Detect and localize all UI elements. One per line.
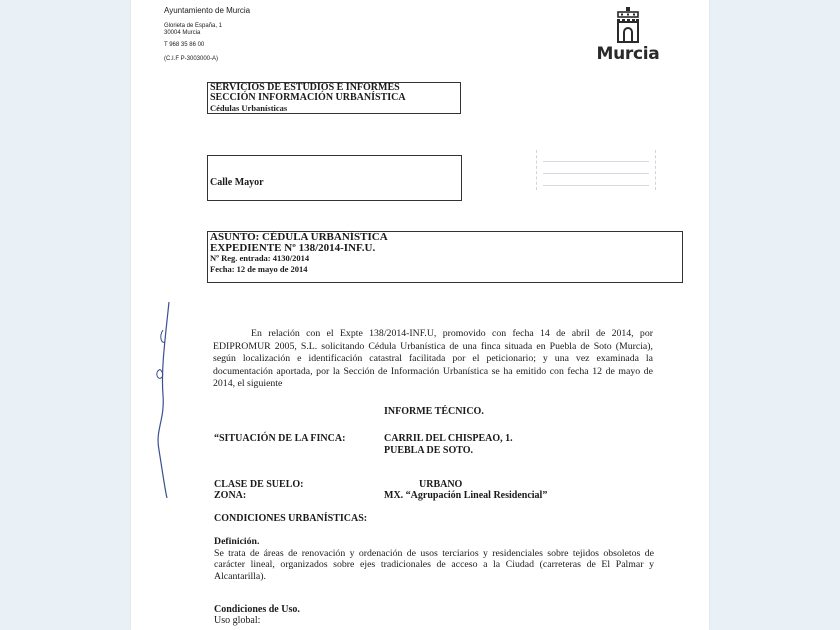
margin-signature xyxy=(151,300,191,500)
use-conditions-label: Condiciones de Uso. xyxy=(214,604,300,615)
soil-class-value: URBANO xyxy=(419,479,463,490)
department-line-1: SERVICIOS DE ESTUDIOS E INFORMES xyxy=(210,82,400,93)
definition-section xyxy=(214,536,654,582)
castle-crown-icon xyxy=(615,7,641,43)
address-line-1: Glorieta de España, 1 xyxy=(164,23,223,29)
situation-line-1: CARRIL DEL CHISPEAO, 1. xyxy=(384,433,513,444)
document-page xyxy=(131,0,709,630)
soil-class-label: CLASE DE SUELO: xyxy=(214,479,304,490)
situation-label: “SITUACIÓN DE LA FINCA: xyxy=(214,433,346,444)
subject-box xyxy=(207,231,683,283)
intro-paragraph xyxy=(213,328,653,391)
definition-label: Definición. xyxy=(214,536,260,547)
recipient-address-box xyxy=(207,155,462,201)
registry-stamp xyxy=(536,150,656,190)
cif-number: (C.I.F P-3003000-A) xyxy=(164,56,219,62)
zone-value xyxy=(384,490,547,501)
department-line-2: SECCIÓN INFORMACIÓN URBANÍSTICA xyxy=(210,92,406,103)
urban-conditions-label: CONDICIONES URBANÍSTICAS: xyxy=(214,513,368,524)
registry-number: Nº Reg. entrada: 4130/2014 xyxy=(210,253,310,263)
report-title: INFORME TÉCNICO. xyxy=(384,406,484,417)
phone-number: T 968 35 86 00 xyxy=(164,42,205,48)
address-line-2: 30004 Murcia xyxy=(164,30,201,36)
murcia-logo xyxy=(595,7,661,64)
street-name: Calle Mayor xyxy=(210,177,264,188)
global-use-label: Uso global: xyxy=(214,615,261,626)
definition-text: Se trata de áreas de renovación y ordenación de usos terciarios y residenciales sobre tejidos obsoletos de carácter lineal, organizados sobre ejes tradicionales de acceso a la Ciudad (carreteras de El Palmar y Alcantarilla). xyxy=(214,547,654,582)
logo-text: Murcia xyxy=(596,44,660,64)
subject-title: ASUNTO: CÉDULA URBANÍSTICA xyxy=(210,231,388,243)
zone-value-text: MX. “Agrupación Lineal Residencial” xyxy=(384,490,548,501)
file-number: EXPEDIENTE Nº 138/2014-INF.U. xyxy=(210,241,376,254)
document-date: Fecha: 12 de mayo de 2014 xyxy=(210,263,308,274)
institution-name: Ayuntamiento de Murcia xyxy=(164,6,251,15)
intro-text: En relación con el Expte 138/2014-INF.U, promovido con fecha 14 de abril de 2014, por EDIPROMUR 2005, S.L. solicitando Cédula Urbanística de una finca situada en Puebla de Soto (Murcia), según localización e identificación catastral facilitada por el peticionario; y una vez examinada la documentación aportada, por la Sección de Información Urbanística se ha emitido con fecha 12 de mayo de 2014, el siguiente xyxy=(213,328,653,390)
department-line-3: Cédulas Urbanísticas xyxy=(210,103,288,113)
situation-line-2: PUEBLA DE SOTO. xyxy=(384,445,474,456)
zone-label: ZONA: xyxy=(214,490,247,501)
department-box xyxy=(207,82,461,114)
